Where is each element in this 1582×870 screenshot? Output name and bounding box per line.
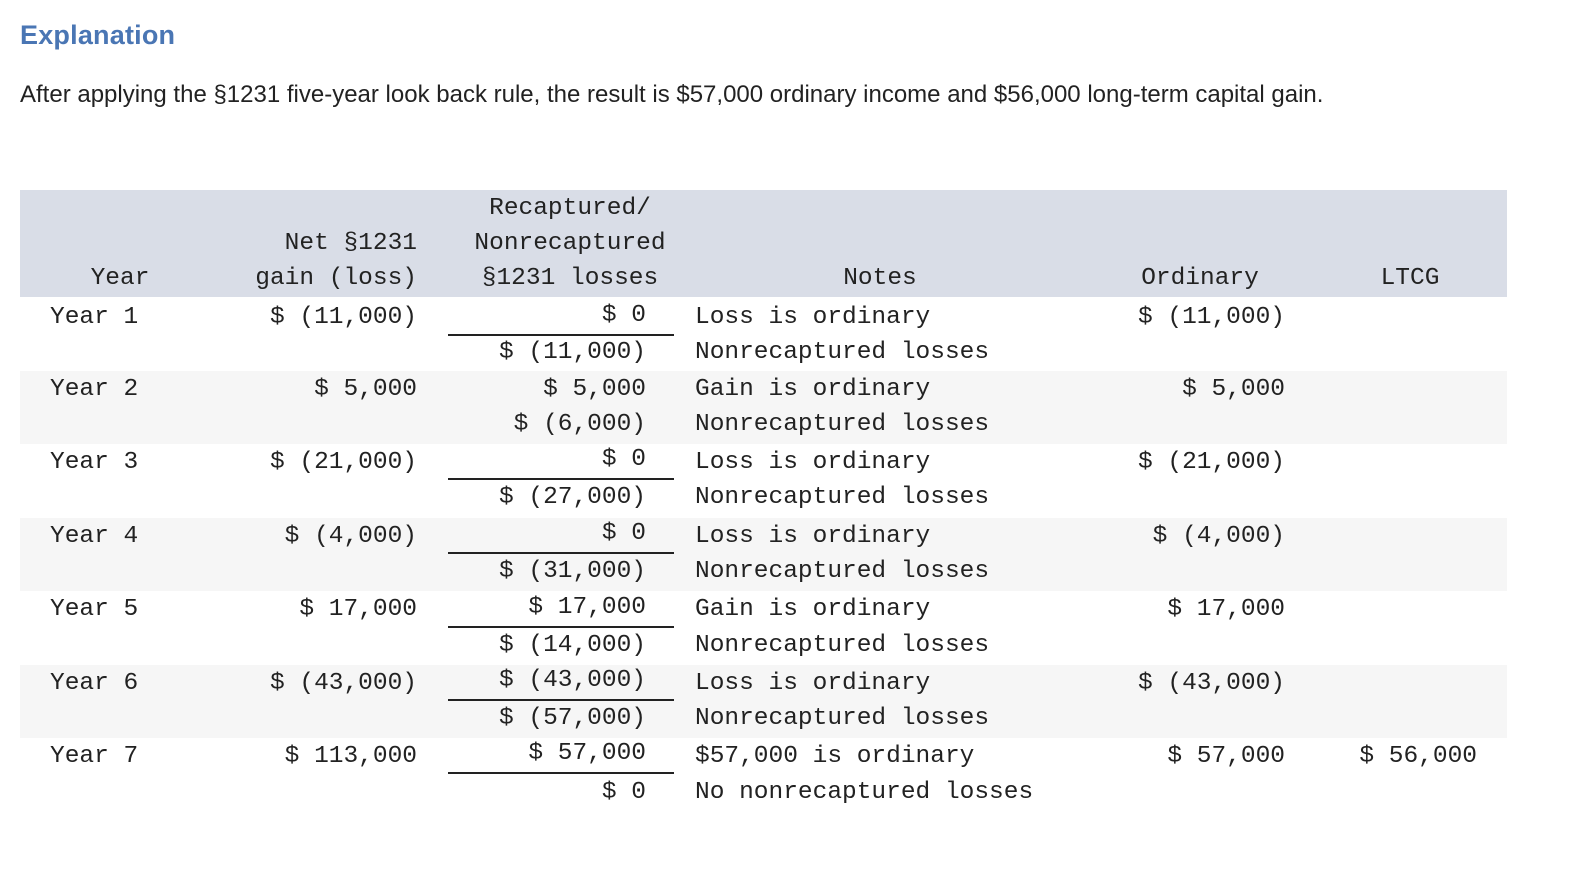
cell-net-gain-loss: $ (4,000) <box>284 522 417 550</box>
cell-recaptured: $ 0 <box>601 519 646 547</box>
table-row <box>20 371 1507 445</box>
cell-ordinary: $ 5,000 <box>1182 375 1285 403</box>
cell-note-bottom: Nonrecaptured losses <box>695 704 990 732</box>
table-header <box>20 190 1507 297</box>
cell-ordinary: $ 57,000 <box>1167 743 1285 770</box>
cell-note-top: Loss is ordinary <box>695 304 931 331</box>
page-title: Explanation <box>20 20 176 50</box>
cell-recaptured: $ (43,000) <box>498 666 646 694</box>
cell-year: Year 6 <box>50 669 139 697</box>
cell-recaptured: $ 57,000 <box>528 740 646 767</box>
header-recap-line2: Nonrecaptured <box>474 230 666 257</box>
header-ordinary: Ordinary <box>1141 265 1259 292</box>
header-notes: Notes <box>843 265 917 292</box>
header-year: Year <box>90 265 150 292</box>
cell-net-gain-loss: $ (43,000) <box>269 669 417 697</box>
header-net-line2: gain (loss) <box>255 265 417 292</box>
cell-ordinary: $ (11,000) <box>1137 304 1285 331</box>
header-recap-line3: §1231 losses <box>481 265 659 292</box>
cell-net-gain-loss: $ (11,000) <box>269 304 417 331</box>
cell-nonrecaptured: $ (14,000) <box>498 632 646 659</box>
table-row <box>20 444 1507 518</box>
cell-year: Year 4 <box>50 522 139 550</box>
cell-ltcg: $ 56,000 <box>1359 743 1477 770</box>
cell-recaptured: $ 0 <box>601 302 646 329</box>
cell-note-bottom: No nonrecaptured losses <box>695 779 1034 806</box>
cell-nonrecaptured: $ (27,000) <box>498 484 646 511</box>
cell-net-gain-loss: $ 5,000 <box>314 375 417 403</box>
cell-ordinary: $ (21,000) <box>1137 449 1285 476</box>
cell-note-top: Loss is ordinary <box>695 522 931 550</box>
cell-note-bottom: Nonrecaptured losses <box>695 632 990 659</box>
cell-note-bottom: Nonrecaptured losses <box>695 339 990 366</box>
cell-nonrecaptured: $ (57,000) <box>498 704 646 732</box>
header-net-line1: Net §1231 <box>284 230 417 257</box>
header-recap-line1: Recaptured/ <box>489 195 651 222</box>
cell-year: Year 1 <box>50 304 139 331</box>
cell-nonrecaptured: $ 0 <box>601 779 646 806</box>
table-row <box>20 665 1507 739</box>
cell-note-top: $57,000 is ordinary <box>695 743 975 770</box>
header-ltcg: LTCG <box>1380 265 1440 292</box>
cell-net-gain-loss: $ (21,000) <box>269 449 417 476</box>
cell-net-gain-loss: $ 113,000 <box>284 743 417 770</box>
cell-year: Year 5 <box>50 596 139 623</box>
cell-net-gain-loss: $ 17,000 <box>299 596 417 623</box>
cell-nonrecaptured: $ (6,000) <box>513 410 646 438</box>
explanation-text: After applying the §1231 five-year look back rule, the result is $57,000 ordinary income and $56,000 long-term capital gain. <box>20 81 1324 108</box>
cell-recaptured: $ 17,000 <box>528 594 646 621</box>
cell-year: Year 3 <box>50 449 139 476</box>
table-body <box>20 297 1507 812</box>
subtotal-rule <box>448 772 674 774</box>
cell-ordinary: $ 17,000 <box>1167 596 1285 623</box>
cell-ordinary: $ (4,000) <box>1152 522 1285 550</box>
cell-nonrecaptured: $ (11,000) <box>498 339 646 366</box>
cell-note-top: Loss is ordinary <box>695 449 931 476</box>
cell-note-top: Gain is ordinary <box>695 375 931 403</box>
cell-nonrecaptured: $ (31,000) <box>498 557 646 585</box>
cell-note-top: Loss is ordinary <box>695 669 931 697</box>
table-row <box>20 591 1507 665</box>
cell-note-bottom: Nonrecaptured losses <box>695 557 990 585</box>
cell-note-bottom: Nonrecaptured losses <box>695 484 990 511</box>
table-row <box>20 518 1507 592</box>
cell-year: Year 2 <box>50 375 139 403</box>
section-1231-table <box>20 190 1507 812</box>
cell-year: Year 7 <box>50 743 139 770</box>
cell-note-top: Gain is ordinary <box>695 596 931 623</box>
cell-recaptured: $ 5,000 <box>543 375 646 403</box>
cell-recaptured: $ 0 <box>601 446 646 473</box>
table-row <box>20 297 1507 371</box>
cell-note-bottom: Nonrecaptured losses <box>695 410 990 438</box>
cell-ordinary: $ (43,000) <box>1137 669 1285 697</box>
table-row <box>20 738 1507 812</box>
